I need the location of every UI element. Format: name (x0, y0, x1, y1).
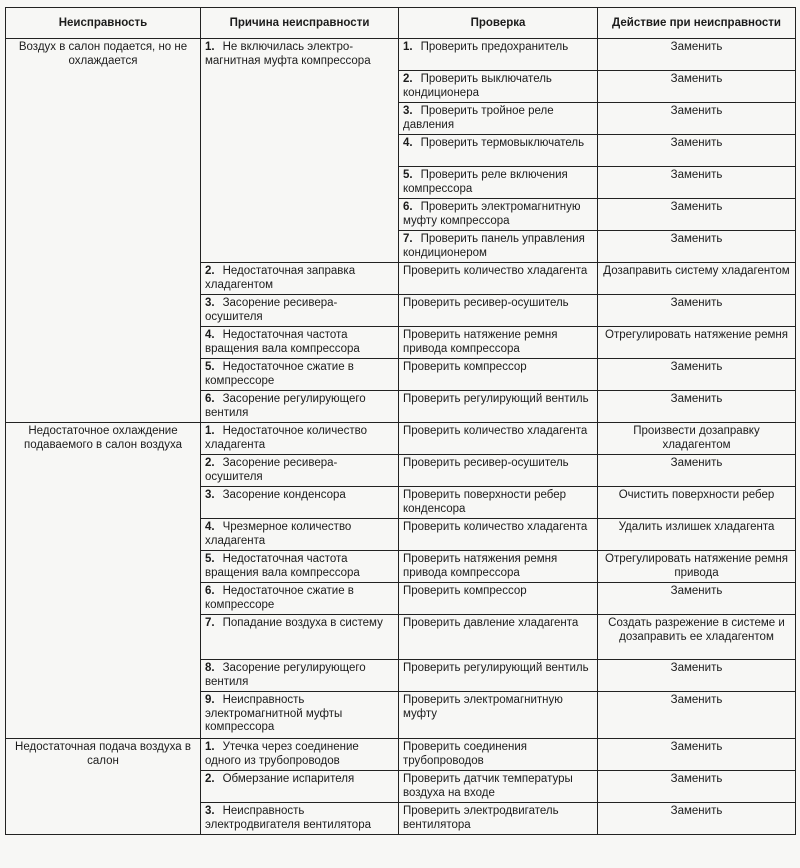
cause-text: Утечка через соединение одного из трубопроводов (205, 741, 359, 767)
check-cell: Проверить поверхности ребер конденсора (399, 487, 598, 519)
cause-number: 2. (205, 457, 215, 469)
check-cell (399, 71, 598, 103)
cause-text: Засорение конденсора (222, 489, 346, 501)
check-cell: Проверить количество хладагента (399, 263, 598, 295)
cause-cell (201, 615, 399, 660)
check-number: 7. (403, 233, 413, 245)
troubleshooting-table (5, 7, 796, 835)
check-cell: Проверить компрессор (399, 359, 598, 391)
table-row (6, 739, 796, 771)
table-row (6, 423, 796, 455)
check-number: 5. (403, 169, 413, 181)
cause-cell (201, 692, 399, 739)
cause-number: 6. (205, 393, 215, 405)
header-cause: Причина неисправности (201, 8, 399, 39)
fault-cell: Недостаточное охлаждение подаваемого в салон воздуха (6, 423, 201, 739)
action-cell: Произвести дозаправку хладагентом (598, 423, 796, 455)
check-cell: Проверить регулирующий вентиль (399, 660, 598, 692)
cause-number: 1. (205, 425, 215, 437)
action-cell: Заменить (598, 39, 796, 71)
cause-text: Засорение ресивера-осушителя (205, 297, 338, 323)
action-cell: Заменить (598, 660, 796, 692)
action-cell: Заменить (598, 391, 796, 423)
action-cell: Заменить (598, 455, 796, 487)
cause-number: 3. (205, 297, 215, 309)
cause-cell (201, 327, 399, 359)
cause-number: 2. (205, 265, 215, 277)
check-cell: Проверить компрессор (399, 583, 598, 615)
cause-number: 1. (205, 741, 215, 753)
cause-cell (201, 803, 399, 835)
cause-number: 2. (205, 773, 215, 785)
cause-number: 1. (205, 41, 215, 53)
cause-text: Засорение регулирующего вентиля (205, 662, 366, 688)
cause-cell (201, 519, 399, 551)
cause-text: Обмерзание испарителя (222, 773, 355, 785)
cause-cell (201, 455, 399, 487)
cause-number: 5. (205, 361, 215, 373)
action-cell: Отрегулировать натяжение ремня (598, 327, 796, 359)
check-cell: Проверить регулирующий вентиль (399, 391, 598, 423)
check-cell: Проверить давление хладагента (399, 615, 598, 660)
cause-number: 3. (205, 489, 215, 501)
check-cell (399, 199, 598, 231)
cause-cell (201, 423, 399, 455)
check-number: 4. (403, 137, 413, 149)
action-cell: Заменить (598, 692, 796, 739)
check-cell (399, 39, 598, 71)
action-cell: Заменить (598, 583, 796, 615)
check-number: 1. (403, 41, 413, 53)
cause-text: Недостаточное сжатие в компрессоре (205, 585, 354, 611)
cause-text: Недостаточная частота вращения вала компрессора (205, 329, 360, 355)
check-text: Проверить предохранитель (420, 41, 569, 53)
check-cell: Проверить количество хладагента (399, 519, 598, 551)
check-text: Проверить реле включения компрессора (403, 169, 568, 195)
header-row (6, 8, 796, 39)
cause-cell (201, 583, 399, 615)
cause-number: 4. (205, 329, 215, 341)
check-cell (399, 135, 598, 167)
check-text: Проверить термовыключатель (420, 137, 585, 149)
check-cell (399, 167, 598, 199)
cause-number: 7. (205, 617, 215, 629)
check-cell (399, 231, 598, 263)
check-cell: Проверить натяжение ремня привода компрессора (399, 327, 598, 359)
header-fault: Неисправность (6, 8, 201, 39)
action-cell: Заменить (598, 295, 796, 327)
action-cell: Заменить (598, 167, 796, 199)
cause-cell (201, 39, 399, 263)
action-cell: Заменить (598, 103, 796, 135)
cause-number: 6. (205, 585, 215, 597)
action-cell: Создать разрежение в системе и дозаправить ее хладагентом (598, 615, 796, 660)
cause-number: 9. (205, 694, 215, 706)
check-text: Проверить панель управления кондиционером (403, 233, 585, 259)
header-check: Проверка (399, 8, 598, 39)
action-cell: Заменить (598, 71, 796, 103)
cause-text: Недостаточное сжатие в компрессоре (205, 361, 354, 387)
cause-cell (201, 359, 399, 391)
cause-text: Засорение ресивера-осушителя (205, 457, 338, 483)
cause-number: 5. (205, 553, 215, 565)
check-number: 3. (403, 105, 413, 117)
cause-text: Неисправность электродвигателя вентилятора (205, 805, 371, 831)
fault-cell: Недостаточная подача воздуха в салон (6, 739, 201, 835)
cause-text: Не включилась электро-магнитная муфта компрессора (205, 41, 371, 67)
check-cell: Проверить ресивер-осушитель (399, 455, 598, 487)
action-cell: Заменить (598, 359, 796, 391)
fault-cell: Воздух в салон подается, но не охлаждается (6, 39, 201, 423)
action-cell: Заменить (598, 199, 796, 231)
cause-text: Неисправность электромагнитной муфты компрессора (205, 694, 343, 733)
action-cell: Удалить излишек хладагента (598, 519, 796, 551)
table-row (6, 39, 796, 71)
action-cell: Заменить (598, 231, 796, 263)
cause-text: Недостаточная заправка хладагентом (205, 265, 356, 291)
check-cell: Проверить электромагнитную муфту (399, 692, 598, 739)
check-text: Проверить тройное реле давления (403, 105, 554, 131)
check-cell: Проверить соединения трубопроводов (399, 739, 598, 771)
check-cell: Проверить электродвигатель вентилятора (399, 803, 598, 835)
cause-cell (201, 739, 399, 771)
check-cell: Проверить натяжения ремня привода компрессора (399, 551, 598, 583)
cause-cell (201, 551, 399, 583)
check-text: Проверить выключатель кондиционера (403, 73, 552, 99)
cause-number: 4. (205, 521, 215, 533)
check-text: Проверить электромагнитную муфту компрессора (403, 201, 581, 227)
cause-text: Чрезмерное количество хладагента (205, 521, 352, 547)
check-cell (399, 103, 598, 135)
cause-text: Недостаточная частота вращения вала компрессора (205, 553, 360, 579)
action-cell: Заменить (598, 771, 796, 803)
action-cell: Очистить поверхности ребер (598, 487, 796, 519)
action-cell: Отрегулировать натяжение ремня привода (598, 551, 796, 583)
cause-text: Попадание воздуха в систему (222, 617, 383, 629)
cause-text: Засорение регулирующего вентиля (205, 393, 366, 419)
cause-cell (201, 771, 399, 803)
cause-text: Недостаточное количество хладагента (205, 425, 368, 451)
check-cell: Проверить ресивер-осушитель (399, 295, 598, 327)
check-cell: Проверить датчик температуры воздуха на входе (399, 771, 598, 803)
action-cell: Заменить (598, 739, 796, 771)
cause-cell (201, 295, 399, 327)
action-cell: Заменить (598, 803, 796, 835)
cause-number: 8. (205, 662, 215, 674)
header-action: Действие при неисправности (598, 8, 796, 39)
cause-number: 3. (205, 805, 215, 817)
cause-cell (201, 487, 399, 519)
action-cell: Заменить (598, 135, 796, 167)
cause-cell (201, 263, 399, 295)
check-number: 2. (403, 73, 413, 85)
check-cell: Проверить количество хладагента (399, 423, 598, 455)
cause-cell (201, 391, 399, 423)
cause-cell (201, 660, 399, 692)
check-number: 6. (403, 201, 413, 213)
action-cell: Дозаправить систему хладагентом (598, 263, 796, 295)
